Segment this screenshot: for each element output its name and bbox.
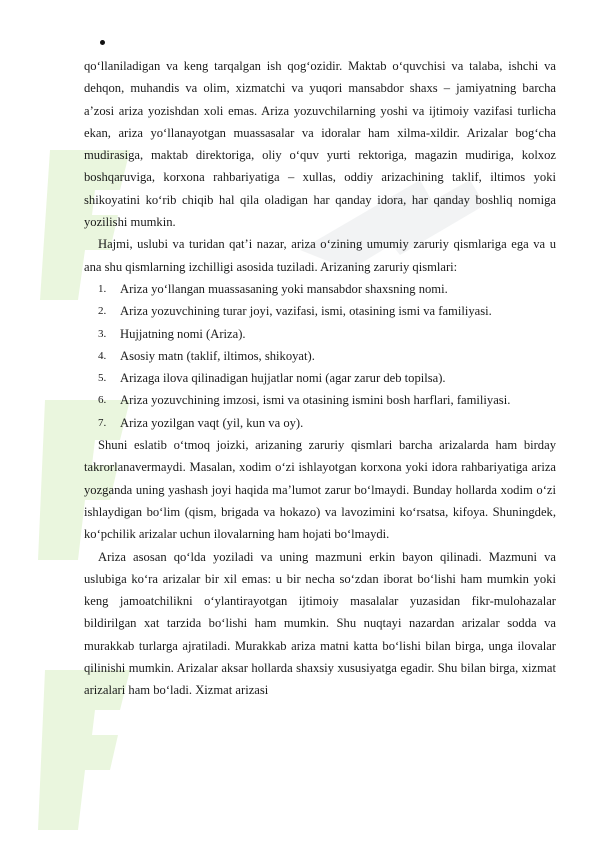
list-item-number: 4. [98, 349, 107, 362]
list-item-text: Ariza yo‘llangan muassasaning yoki mansabdor shaxsning nomi. [120, 281, 448, 296]
list-item-number: 1. [98, 282, 107, 295]
list-item [84, 278, 556, 300]
list-item [84, 345, 556, 367]
list-item-text: Arizaga ilova qilinadigan hujjatlar nomi (agar zarur deb topilsa). [120, 371, 446, 386]
paragraph: qo‘llaniladigan va keng tarqalgan ish qog‘ozidir. Maktab o‘quvchisi va talaba, ishchi va dehqon, muhandis va olim, xizmatchi va yuqori mansabdor shaxs – jamiyatning barcha a’zosi ariza yozishdan xoli emas. Ariza yozuvchilarning yoshi va ijtimoiy vazifasi turlicha ekan, ariza yo‘llanayotgan muassasalar va idoralar ham xilma-xildir. Arizalar bog‘cha mudirasiga, maktab direktoriga, oliy o‘quv yurti rektoriga, magazin mudiriga, kolxoz boshqaruviga, korxona rahbariyatiga – xullas, oddiy arizachining taklif, iltimos yoki shikoyatini ko‘rib chiqib hal qila oladigan har qanday idora, har qanday boshliq nomiga yozilishi mumkin. [84, 59, 556, 230]
list-item-text: Ariza yozilgan vaqt (yil, kun va oy). [120, 415, 304, 430]
bullet-mark [100, 40, 105, 45]
list-item [84, 389, 556, 411]
list-item [84, 323, 556, 345]
list-item-number: 7. [98, 416, 107, 429]
paragraph: Hajmi, uslubi va turidan qat’i nazar, ariza o‘zining umumiy zaruriy qismlariga ega va u ana shu qismlarning izchilligi asosida tuziladi. Arizaning zaruriy qismlari: [84, 237, 556, 274]
requirements-list [84, 278, 556, 434]
paragraph: Ariza asosan qo‘lda yoziladi va uning mazmuni erkin bayon qilinadi. Mazmuni va uslubiga ko‘ra arizalar bir xil emas: u bir necha so‘zdan iborat bo‘lishi ham mumkin yoki keng jamoatchilikni o‘ylantirayotgan ijtimoiy masalalar yuzasidan fikr-mulohazalar bildirilgan xat tarzida bo‘lishi ham mumkin. Shu nuqtayi nazardan arizalar sodda va murakkab turlarga ajratiladi. Murakkab ariza matni katta bo‘lishi bilan birga, unga ilovalar qilinishi mumkin. Arizalar aksar hollarda shaxsiy xususiyatga egadir. Shu bilan birga, xizmat arizalari ham bo‘ladi. Xizmat arizasi [84, 549, 556, 698]
list-item-text: Ariza yozuvchining turar joyi, vazifasi, ismi, otasining ismi va familiyasi. [120, 304, 492, 319]
list-item-text: Ariza yozuvchining imzosi, ismi va otasining ismini bosh harflari, familiyasi. [120, 393, 511, 408]
list-item-text: Hujjatning nomi (Ariza). [120, 326, 246, 341]
paragraph: Shuni eslatib o‘tmoq joizki, arizaning zaruriy qismlari barcha arizalarda ham birday takrorlanavermaydi. Masalan, xodim o‘zi ishlayotgan korxona yoki idora rahbariyatiga ariza yozganda uning yashash joyi haqida ma’lumot zarur bo‘lmaydi. Bunday hollarda xodim o‘zi ishlaydigan bo‘lim (qism, brigada va hokazo) va lavozimini ko‘rsatsa, kifoya. Shuningdek, ko‘pchilik arizalar uchun ilovalarning ham hojati bo‘lmaydi. [84, 438, 556, 542]
list-item-number: 5. [98, 372, 107, 385]
list-item [84, 412, 556, 434]
list-item [84, 300, 556, 322]
list-item-number: 2. [98, 305, 107, 318]
list-item-text: Asosiy matn (taklif, iltimos, shikoyat). [120, 348, 315, 363]
list-item-number: 6. [98, 394, 107, 407]
list-item [84, 367, 556, 389]
list-item-number: 3. [98, 327, 107, 340]
document-page [84, 55, 556, 702]
